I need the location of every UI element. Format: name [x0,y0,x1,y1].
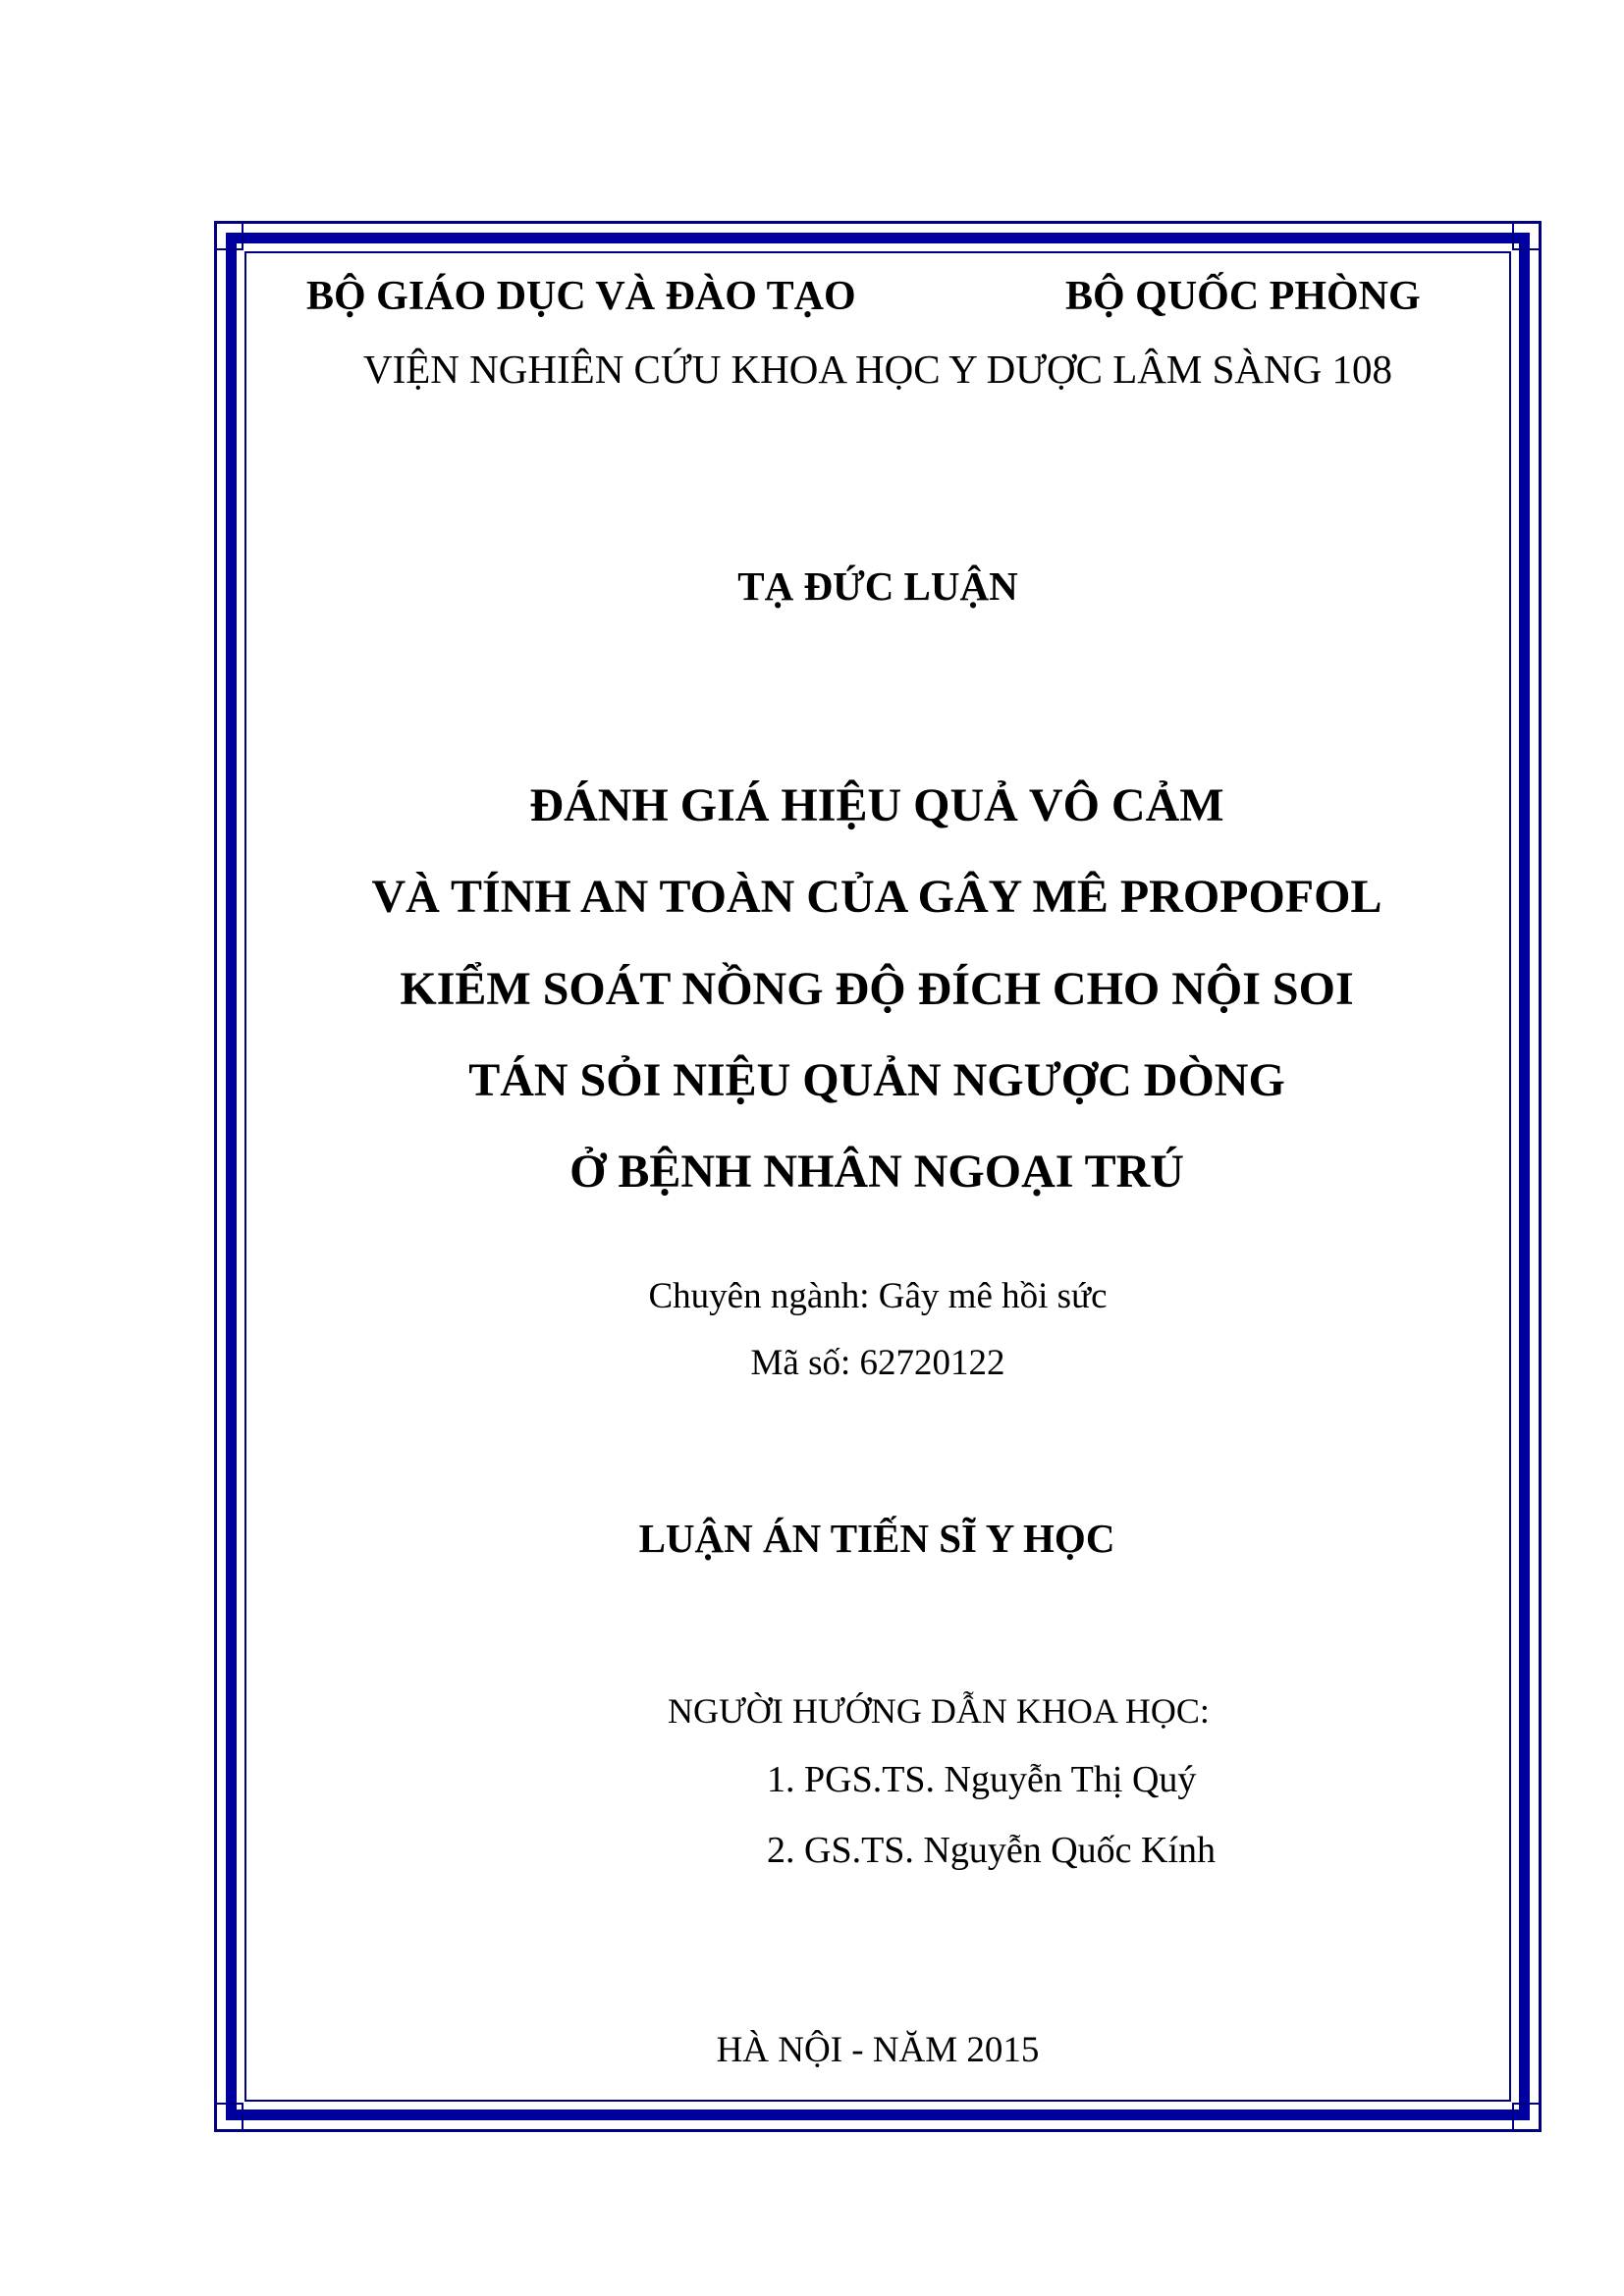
thesis-title-line-3: KIỂM SOÁT NỒNG ĐỘ ĐÍCH CHO NỘI SOI [400,963,1354,1015]
ministry-defense: BỘ QUỐC PHÒNG [1065,274,1421,319]
specialty: Chuyên ngành: Gây mê hồi sức [648,1276,1108,1316]
border-corner-bottom-left [214,2103,244,2132]
advisors-heading: NGƯỜI HƯỚNG DẪN KHOA HỌC: [668,1691,1210,1731]
specialty-code: Mã số: 62720122 [750,1343,1005,1383]
thesis-title-line-5: Ở BỆNH NHÂN NGOẠI TRÚ [569,1146,1184,1198]
author-name: TẠ ĐỨC LUẬN [737,563,1018,609]
thesis-title-line-4: TÁN SỎI NIỆU QUẢN NGƯỢC DÒNG [468,1054,1285,1106]
thesis-title-line-1: ĐÁNH GIÁ HIỆU QUẢ VÔ CẢM [529,779,1224,831]
institute-name: VIỆN NGHIÊN CỨU KHOA HỌC Y DƯỢC LÂM SÀNG 108 [363,347,1392,392]
border-corner-top-right [1512,221,1542,250]
border-corner-top-left [214,221,244,250]
advisor-item: 1. PGS.TS. Nguyễn Thị Quý [767,1759,1197,1800]
border-corner-bottom-right [1512,2103,1542,2132]
ministry-education: BỘ GIÁO DỤC VÀ ĐÀO TẠO [306,274,856,319]
thesis-title-line-2: VÀ TÍNH AN TOÀN CỦA GÂY MÊ PROPOFOL [371,871,1382,923]
degree-title: LUẬN ÁN TIẾN SĨ Y HỌC [638,1516,1115,1561]
advisor-item: 2. GS.TS. Nguyễn Quốc Kính [767,1830,1217,1871]
place-and-year: HÀ NỘI - NĂM 2015 [716,2030,1040,2070]
